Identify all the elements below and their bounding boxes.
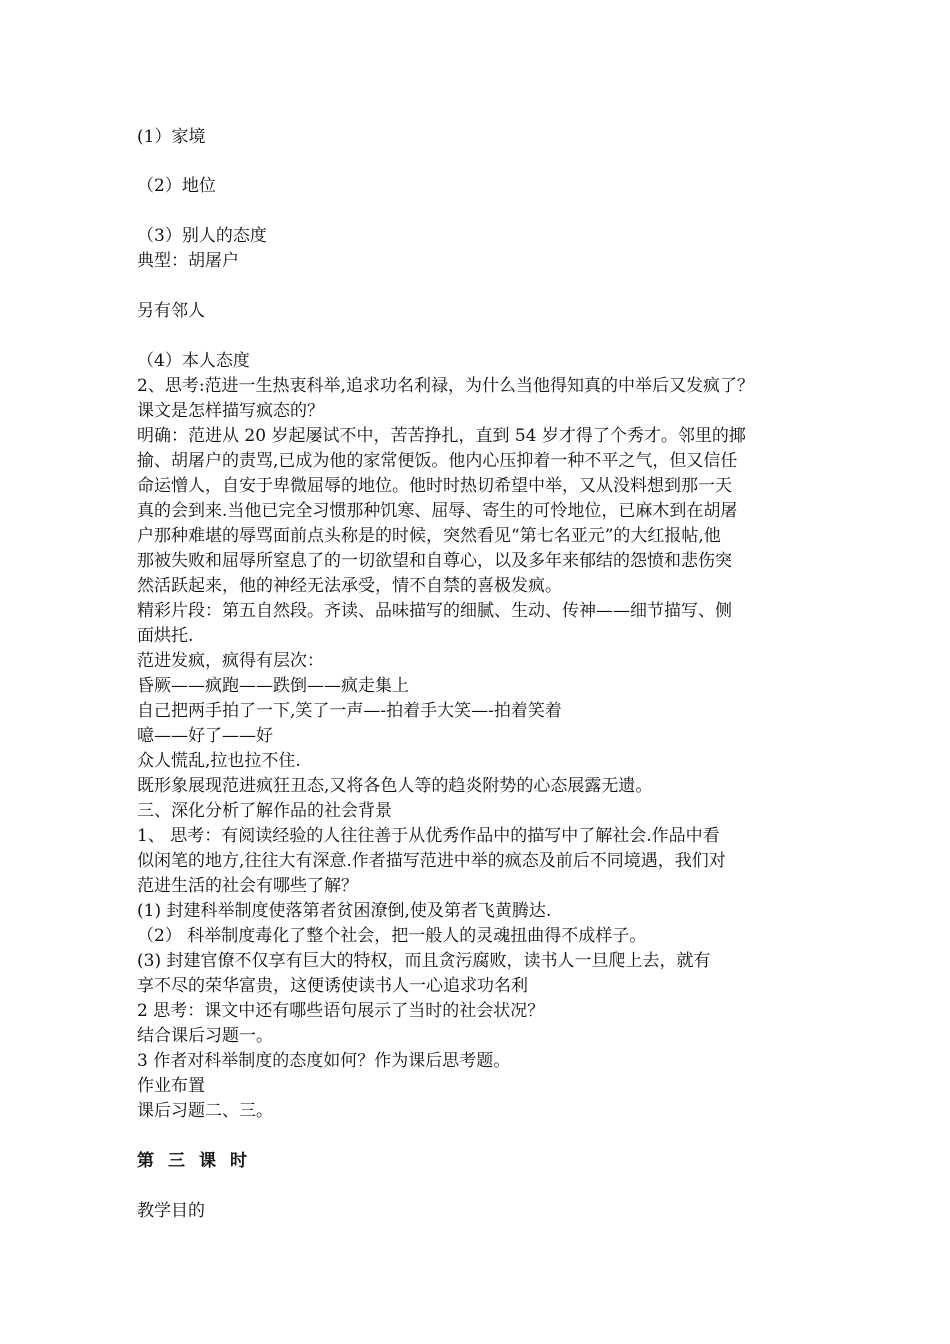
text-line: 教学目的 bbox=[137, 1201, 205, 1221]
text-line: 昏厥——疯跑——跌倒——疯走集上 bbox=[137, 676, 409, 696]
list-item: (1) 封建科举制度使落第者贫困潦倒,使及第者飞黄腾达. bbox=[137, 901, 552, 921]
text-line: （2）地位 bbox=[137, 176, 216, 196]
text-line: 似闲笔的地方,往往大有深意.作者描写范进中举的疯态及前后不同境遇，我们对 bbox=[137, 851, 726, 871]
text-line: 自己把两手拍了一下,笑了一声—-拍着手大笑—-拍着笑着 bbox=[137, 701, 562, 721]
lesson-heading: 第三课时 bbox=[137, 1151, 261, 1171]
text-line: 作业布置 bbox=[137, 1076, 205, 1096]
text-line: 真的会到来.当他已完全习惯那种饥寒、屈辱、寄生的可怜地位，已麻木到在胡屠 bbox=[137, 501, 738, 521]
text-line: 那被失败和屈辱所窒息了的一切欲望和自尊心，以及多年来郁结的怨愤和悲伤突 bbox=[137, 551, 732, 571]
text-line: 1、 思考：有阅读经验的人往往善于从优秀作品中的描写中了解社会.作品中看 bbox=[137, 826, 720, 846]
text-line: 范进发疯，疯得有层次： bbox=[137, 651, 324, 671]
text-line: 3 作者对科举制度的态度如何？作为课后思考题。 bbox=[137, 1051, 511, 1071]
list-item: （2） 科举制度毒化了整个社会，把一般人的灵魂扭曲得不成样子。 bbox=[137, 926, 647, 946]
text-line: 范进生活的社会有哪些了解？ bbox=[137, 876, 358, 896]
text-line: 噫——好了——好 bbox=[137, 726, 273, 746]
section-heading: 三、深化分析了解作品的社会背景 bbox=[137, 801, 392, 821]
text-line: 另有邻人 bbox=[137, 301, 205, 321]
text-line: 2、思考:范进一生热衷科举,追求功名利禄，为什么当他得知真的中举后又发疯了？ bbox=[137, 376, 754, 396]
text-line: 课文是怎样描写疯态的？ bbox=[137, 401, 324, 421]
text-line: (1）家境 bbox=[137, 127, 206, 147]
text-line: 享不尽的荣华富贵，这便诱使读书人一心追求功名利 bbox=[137, 976, 528, 996]
text-line: （4）本人态度 bbox=[137, 351, 250, 371]
text-line: （3）别人的态度 bbox=[137, 226, 267, 246]
text-line: 众人慌乱,拉也拉不住. bbox=[137, 751, 301, 771]
text-line: 明确：范进从 20 岁起屡试不中，苦苦挣扎，直到 54 岁才得了个秀才。邻里的揶 bbox=[137, 426, 746, 446]
text-line: 面烘托. bbox=[137, 626, 194, 646]
text-line: 然活跃起来，他的神经无法承受，情不自禁的喜极发疯。 bbox=[137, 576, 562, 596]
list-item: (3) 封建官僚不仅享有巨大的特权，而且贪污腐败，读书人一旦爬上去，就有 bbox=[137, 951, 711, 971]
text-line: 典型：胡屠户 bbox=[137, 251, 239, 271]
text-line: 命运憎人，自安于卑微屈辱的地位。他时时热切希望中举，又从没料想到那一天 bbox=[137, 476, 732, 496]
text-line: 既形象展现范进疯狂丑态,又将各色人等的趋炎附势的心态展露无遗。 bbox=[137, 776, 653, 796]
text-line: 揄、胡屠户的责骂,已成为他的家常便饭。他内心压抑着一种不平之气，但又信任 bbox=[137, 451, 738, 471]
text-line: 课后习题二、三。 bbox=[137, 1101, 273, 1121]
text-line: 户那种难堪的辱骂面前点头称是的时候，突然看见“第七名亚元”的大红报帖,他 bbox=[137, 526, 721, 546]
text-line: 结合课后习题一。 bbox=[137, 1026, 273, 1046]
text-line: 精彩片段：第五自然段。齐读、品味描写的细腻、生动、传神——细节描写、侧 bbox=[137, 601, 732, 621]
text-line: 2 思考：课文中还有哪些语句展示了当时的社会状况？ bbox=[137, 1001, 545, 1021]
